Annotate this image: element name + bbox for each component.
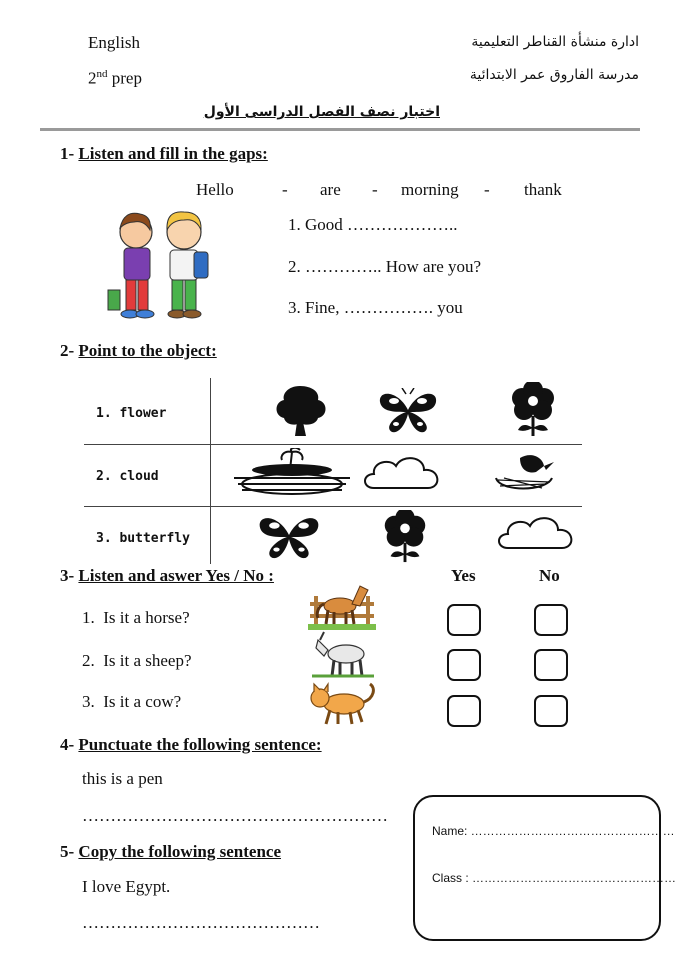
q3-number: 3-: [60, 566, 75, 585]
q3-item-3: [82, 692, 181, 712]
word-bank-item: are: [320, 180, 341, 199]
q4-sentence: this is a pen: [82, 769, 163, 788]
q3-item-2-yes-checkbox[interactable]: [447, 649, 481, 681]
grade-number: 2: [88, 68, 97, 88]
q3-item-3-no-checkbox[interactable]: [534, 695, 568, 727]
goat-icon: [312, 630, 374, 680]
q1-item-number: 2.: [288, 257, 301, 276]
word-bank-separator: -: [282, 180, 288, 199]
flower-icon[interactable]: [382, 510, 428, 564]
horse-icon: [308, 578, 376, 630]
q3-item-number: 2.: [82, 651, 95, 670]
q3-title: Listen and aswer Yes / No :: [78, 566, 274, 585]
header-divider: [40, 128, 640, 131]
q3-item-number: 3.: [82, 692, 95, 711]
tree-icon[interactable]: [270, 382, 330, 438]
q4-number: 4-: [60, 735, 75, 754]
q1-item-text: Good ………………..: [305, 215, 458, 234]
q1-item-number: 1.: [288, 215, 301, 234]
children-talking-picture: [104, 202, 216, 324]
exam-title: اختبار نصف الفصل الدراسى الأول: [203, 104, 440, 120]
cloud-icon[interactable]: [360, 452, 446, 494]
q5-answer-line[interactable]: ……………………………………: [82, 913, 320, 932]
table-divider: [84, 506, 582, 507]
q1-item-text: ………….. How are you?: [305, 257, 482, 276]
q3-item-text: Is it a sheep?: [103, 651, 192, 670]
q2-heading: [60, 341, 217, 361]
word-bank-separator: -: [484, 180, 490, 199]
q5-heading: [60, 842, 281, 862]
q3-heading: [60, 566, 274, 586]
q2-title: Point to the object:: [78, 341, 217, 360]
cat-icon: [308, 680, 378, 728]
q3-item-3-yes-checkbox[interactable]: [447, 695, 481, 727]
q3-item-1-no-checkbox[interactable]: [534, 604, 568, 636]
name-field[interactable]: Name: ……………………………………………: [432, 824, 675, 838]
class-field[interactable]: Class : ……………………………………………: [432, 871, 677, 885]
q3-item-text: Is it a horse?: [103, 608, 190, 627]
yes-column-header: Yes: [451, 566, 476, 585]
butterfly-icon[interactable]: [254, 512, 324, 560]
grade-label: [88, 68, 142, 89]
q3-item-text: Is it a cow?: [103, 692, 182, 711]
q1-item-2: [288, 257, 481, 277]
bird-nest-icon[interactable]: [490, 448, 560, 498]
q3-item-number: 1.: [82, 608, 95, 627]
island-icon[interactable]: [230, 448, 354, 500]
q1-item-3: [288, 298, 463, 318]
q4-answer-line[interactable]: ………………………………………………: [82, 806, 388, 825]
q5-sentence: I love Egypt.: [82, 877, 171, 896]
grade-word: prep: [111, 68, 142, 88]
q1-heading: [60, 144, 268, 164]
student-info-card: [413, 795, 677, 941]
word-bank-separator: -: [372, 180, 378, 199]
q1-item-text: Fine, ……………. you: [305, 298, 463, 317]
q1-title: Listen and fill in the gaps:: [78, 144, 268, 163]
q3-item-1: [82, 608, 190, 628]
q5-number: 5-: [60, 842, 75, 861]
point-to-object-table: [84, 378, 582, 564]
word-bank-item: Hello: [196, 180, 234, 199]
flower-icon[interactable]: [510, 382, 556, 438]
q5-title: Copy the following sentence: [78, 842, 281, 861]
cloud-icon[interactable]: [494, 512, 580, 554]
q4-title: Punctuate the following sentence:: [78, 735, 322, 754]
grade-suffix: nd: [96, 68, 108, 80]
no-column-header: No: [539, 566, 560, 585]
q1-number: 1-: [60, 144, 75, 163]
table-divider: [84, 444, 582, 445]
word-bank-item: morning: [401, 180, 459, 199]
table-row-label: 3. butterfly: [96, 531, 190, 546]
word-bank-item: thank: [524, 180, 562, 199]
table-row-label: 2. cloud: [96, 469, 159, 484]
butterfly-icon[interactable]: [376, 388, 440, 434]
q4-heading: [60, 735, 322, 755]
table-row-label: 1. flower: [96, 406, 167, 421]
q1-item-1: [288, 215, 458, 235]
school-name: مدرسة الفاروق عمر الابتدائية: [469, 67, 639, 83]
q3-item-2: [82, 651, 192, 671]
table-divider: [210, 378, 211, 564]
q3-item-2-no-checkbox[interactable]: [534, 649, 568, 681]
q3-item-1-yes-checkbox[interactable]: [447, 604, 481, 636]
subject-label: English: [88, 33, 140, 52]
q2-number: 2-: [60, 341, 75, 360]
administration-name: ادارة منشأة القناطر التعليمية: [471, 34, 639, 50]
q1-item-number: 3.: [288, 298, 301, 317]
word-bank: [0, 180, 679, 202]
